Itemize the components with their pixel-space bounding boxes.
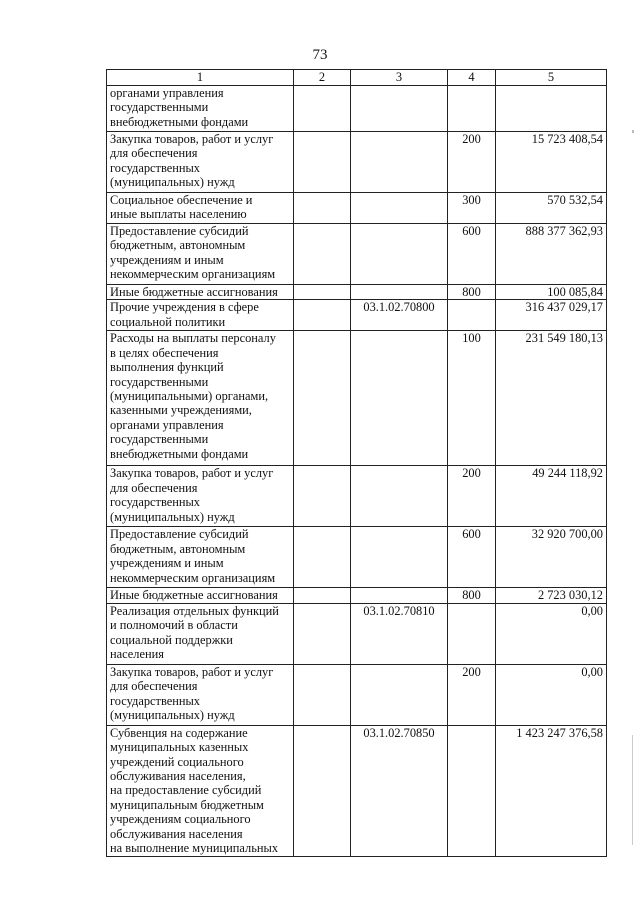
row-sum-cell: 0,00 bbox=[496, 603, 607, 664]
row-kind-cell: 100 bbox=[448, 331, 496, 466]
row-kind-cell: 800 bbox=[448, 285, 496, 300]
row-code-cell bbox=[351, 331, 448, 466]
row-col2-cell bbox=[294, 725, 351, 856]
table-row bbox=[107, 132, 607, 193]
row-sum-cell: 570 532,54 bbox=[496, 193, 607, 224]
row-col2-cell bbox=[294, 300, 351, 331]
row-name-cell: Предоставление субсидий бюджетным, автономным учреждениям и иным некоммерческим организациям bbox=[107, 527, 294, 588]
header-cell-2: 2 bbox=[294, 70, 351, 86]
row-name-cell: Социальное обеспечение и иные выплаты населению bbox=[107, 193, 294, 224]
row-sum-cell: 100 085,84 bbox=[496, 285, 607, 300]
table-row bbox=[107, 285, 607, 300]
table-row bbox=[107, 86, 607, 132]
row-col2-cell bbox=[294, 603, 351, 664]
row-code-cell bbox=[351, 588, 448, 603]
row-kind-cell: 200 bbox=[448, 132, 496, 193]
budget-table bbox=[106, 69, 607, 857]
row-col2-cell bbox=[294, 588, 351, 603]
row-name-cell: Закупка товаров, работ и услуг для обеспечения государственных (муниципальных) нужд bbox=[107, 466, 294, 527]
row-kind-cell: 200 bbox=[448, 466, 496, 527]
table-row bbox=[107, 224, 607, 285]
row-code-cell: 03.1.02.70810 bbox=[351, 603, 448, 664]
row-kind-cell: 800 bbox=[448, 588, 496, 603]
row-col2-cell bbox=[294, 86, 351, 132]
row-name-cell: Закупка товаров, работ и услуг для обеспечения государственных (муниципальных) нужд bbox=[107, 664, 294, 725]
row-sum-cell: 2 723 030,12 bbox=[496, 588, 607, 603]
row-col2-cell bbox=[294, 664, 351, 725]
header-cell-4: 4 bbox=[448, 70, 496, 86]
row-col2-cell bbox=[294, 527, 351, 588]
table-body bbox=[107, 86, 607, 857]
row-code-cell bbox=[351, 86, 448, 132]
row-code-cell bbox=[351, 193, 448, 224]
row-code-cell bbox=[351, 285, 448, 300]
table-row bbox=[107, 300, 607, 331]
row-sum-cell: 49 244 118,92 bbox=[496, 466, 607, 527]
table-row bbox=[107, 466, 607, 527]
margin-mark bbox=[632, 735, 633, 845]
row-kind-cell: 600 bbox=[448, 224, 496, 285]
row-name-cell: Иные бюджетные ассигнования bbox=[107, 285, 294, 300]
row-kind-cell: 600 bbox=[448, 527, 496, 588]
table-row bbox=[107, 331, 607, 466]
row-name-cell: Прочие учреждения в сфере социальной политики bbox=[107, 300, 294, 331]
row-code-cell bbox=[351, 527, 448, 588]
row-col2-cell bbox=[294, 466, 351, 527]
row-name-cell: Расходы на выплаты персоналу в целях обеспечения выполнения функций государственными (муниципальными) органами, казенными учреждениями, органами управления государственными внебюджетными фондами bbox=[107, 331, 294, 466]
row-sum-cell: 1 423 247 376,58 bbox=[496, 725, 607, 856]
row-name-cell: Субвенция на содержание муниципальных казенных учреждений социального обслуживания населения, на предоставление субсидий муниципальным бюджетным учреждениям социального обслуживания населения на выполнение муниципальных bbox=[107, 725, 294, 856]
row-kind-cell bbox=[448, 725, 496, 856]
margin-mark bbox=[632, 130, 634, 133]
row-code-cell bbox=[351, 664, 448, 725]
row-col2-cell bbox=[294, 193, 351, 224]
header-cell-1: 1 bbox=[107, 70, 294, 86]
row-sum-cell: 15 723 408,54 bbox=[496, 132, 607, 193]
table-row bbox=[107, 725, 607, 856]
row-sum-cell: 888 377 362,93 bbox=[496, 224, 607, 285]
row-code-cell: 03.1.02.70800 bbox=[351, 300, 448, 331]
row-code-cell: 03.1.02.70850 bbox=[351, 725, 448, 856]
row-name-cell: Иные бюджетные ассигнования bbox=[107, 588, 294, 603]
table-row bbox=[107, 664, 607, 725]
header-cell-5: 5 bbox=[496, 70, 607, 86]
table-row bbox=[107, 193, 607, 224]
table-row bbox=[107, 603, 607, 664]
row-kind-cell: 300 bbox=[448, 193, 496, 224]
row-col2-cell bbox=[294, 285, 351, 300]
row-sum-cell: 316 437 029,17 bbox=[496, 300, 607, 331]
row-sum-cell: 231 549 180,13 bbox=[496, 331, 607, 466]
row-kind-cell bbox=[448, 300, 496, 331]
header-row bbox=[107, 70, 607, 86]
row-col2-cell bbox=[294, 132, 351, 193]
row-name-cell: Предоставление субсидий бюджетным, автономным учреждениям и иным некоммерческим организациям bbox=[107, 224, 294, 285]
row-kind-cell bbox=[448, 603, 496, 664]
row-sum-cell bbox=[496, 86, 607, 132]
row-code-cell bbox=[351, 466, 448, 527]
row-kind-cell bbox=[448, 86, 496, 132]
table-row bbox=[107, 588, 607, 603]
row-kind-cell: 200 bbox=[448, 664, 496, 725]
row-code-cell bbox=[351, 132, 448, 193]
row-col2-cell bbox=[294, 331, 351, 466]
page-number: 73 bbox=[312, 47, 328, 63]
row-name-cell: органами управления государственными внебюджетными фондами bbox=[107, 86, 294, 132]
row-col2-cell bbox=[294, 224, 351, 285]
header-cell-3: 3 bbox=[351, 70, 448, 86]
row-sum-cell: 32 920 700,00 bbox=[496, 527, 607, 588]
row-code-cell bbox=[351, 224, 448, 285]
row-name-cell: Реализация отдельных функций и полномочий в области социальной поддержки населения bbox=[107, 603, 294, 664]
row-name-cell: Закупка товаров, работ и услуг для обеспечения государственных (муниципальных) нужд bbox=[107, 132, 294, 193]
row-sum-cell: 0,00 bbox=[496, 664, 607, 725]
table-row bbox=[107, 527, 607, 588]
